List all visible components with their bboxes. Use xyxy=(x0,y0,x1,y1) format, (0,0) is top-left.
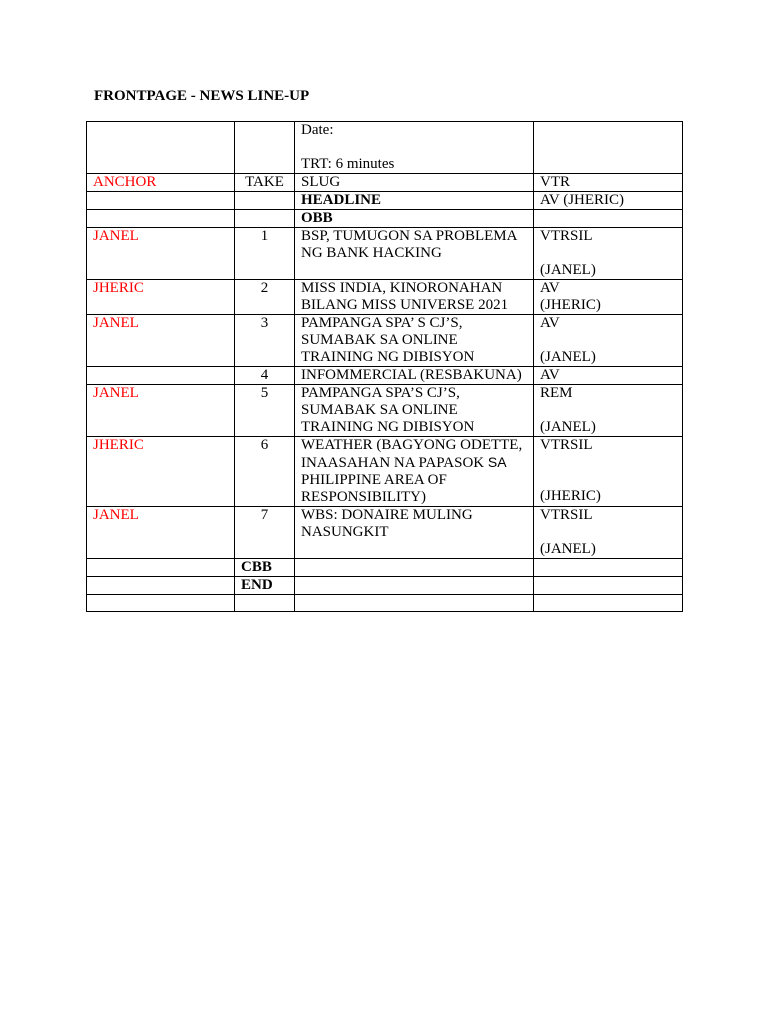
trt-label: TRT: 6 minutes xyxy=(301,156,395,172)
slug-cell xyxy=(295,595,534,612)
take-cell: 3 xyxy=(235,315,295,367)
slug-cell: PAMPANGA SPA’S CJ’S, SUMABAK SA ONLINE TRAINING NG DIBISYON xyxy=(295,385,534,437)
news-lineup-table xyxy=(86,121,683,612)
table-row xyxy=(87,437,683,507)
empty-cell xyxy=(235,122,295,174)
slug-text-part: WEATHER (BAGYONG ODETTE, INAASAHAN NA PAPASOK xyxy=(301,437,523,471)
slug-cell xyxy=(295,559,534,577)
take-cell: 6 xyxy=(235,437,295,507)
anchor-cell xyxy=(87,559,235,577)
vtr-by: (JANEL) xyxy=(540,541,596,557)
vtr-cell xyxy=(534,210,683,228)
table-row xyxy=(87,280,683,315)
vtr-type: VTRSIL xyxy=(540,437,593,453)
vtr-cell: AV xyxy=(534,367,683,385)
take-cell: CBB xyxy=(235,559,295,577)
empty-cell xyxy=(534,122,683,174)
anchor-cell: JANEL xyxy=(87,507,235,559)
column-header-anchor: ANCHOR xyxy=(87,174,235,192)
vtr-cell xyxy=(534,437,683,507)
column-header-slug: SLUG xyxy=(295,174,534,192)
empty-cell xyxy=(87,122,235,174)
take-cell: 7 xyxy=(235,507,295,559)
vtr-by: (JHERIC) xyxy=(540,488,601,504)
table-row xyxy=(87,228,683,280)
slug-cell xyxy=(295,577,534,595)
anchor-cell: JHERIC xyxy=(87,437,235,507)
anchor-cell xyxy=(87,595,235,612)
vtr-cell xyxy=(534,280,683,315)
anchor-cell xyxy=(87,210,235,228)
take-cell: 5 xyxy=(235,385,295,437)
take-cell xyxy=(235,595,295,612)
vtr-type: VTRSIL xyxy=(540,228,593,244)
table-row-end xyxy=(87,577,683,595)
anchor-cell: JANEL xyxy=(87,228,235,280)
page-title: FRONTPAGE - NEWS LINE-UP xyxy=(94,88,310,104)
anchor-cell xyxy=(87,367,235,385)
slug-text-sa: SA xyxy=(487,454,507,470)
vtr-cell xyxy=(534,507,683,559)
anchor-cell: JANEL xyxy=(87,315,235,367)
vtr-type: REM xyxy=(540,385,573,401)
table-row-header-info xyxy=(87,122,683,174)
vtr-cell xyxy=(534,595,683,612)
vtr-type: AV xyxy=(540,280,560,296)
vtr-cell xyxy=(534,315,683,367)
anchor-cell xyxy=(87,577,235,595)
table-row xyxy=(87,507,683,559)
slug-cell: MISS INDIA, KINORONAHAN BILANG MISS UNIVERSE 2021 xyxy=(295,280,534,315)
slug-cell xyxy=(295,437,534,507)
table-row xyxy=(87,367,683,385)
date-trt-cell xyxy=(295,122,534,174)
table-header-row xyxy=(87,174,683,192)
column-header-take: TAKE xyxy=(235,174,295,192)
table-row-obb xyxy=(87,210,683,228)
slug-cell: INFOMMERCIAL (RESBAKUNA) xyxy=(295,367,534,385)
slug-cell: OBB xyxy=(295,210,534,228)
take-cell: END xyxy=(235,577,295,595)
table-row xyxy=(87,315,683,367)
column-header-vtr: VTR xyxy=(534,174,683,192)
vtr-cell: AV (JHERIC) xyxy=(534,192,683,210)
vtr-cell xyxy=(534,577,683,595)
table-row-cbb xyxy=(87,559,683,577)
vtr-cell xyxy=(534,228,683,280)
table-row-empty xyxy=(87,595,683,612)
table-row xyxy=(87,385,683,437)
vtr-by: (JANEL) xyxy=(540,419,596,435)
anchor-cell xyxy=(87,192,235,210)
vtr-type: AV xyxy=(540,315,560,331)
take-cell xyxy=(235,192,295,210)
anchor-cell: JHERIC xyxy=(87,280,235,315)
slug-cell: BSP, TUMUGON SA PROBLEMA NG BANK HACKING xyxy=(295,228,534,280)
vtr-by: (JANEL) xyxy=(540,262,596,278)
slug-text-part: PHILIPPINE AREA OF RESPONSIBILITY) xyxy=(301,472,447,505)
vtr-by: (JANEL) xyxy=(540,349,596,365)
anchor-cell: JANEL xyxy=(87,385,235,437)
take-cell xyxy=(235,210,295,228)
slug-cell: HEADLINE xyxy=(295,192,534,210)
take-cell: 2 xyxy=(235,280,295,315)
table-row-headline xyxy=(87,192,683,210)
date-label: Date: xyxy=(301,122,334,138)
take-cell: 4 xyxy=(235,367,295,385)
slug-cell: WBS: DONAIRE MULING NASUNGKIT xyxy=(295,507,534,559)
take-cell: 1 xyxy=(235,228,295,280)
slug-cell: PAMPANGA SPA’ S CJ’S, SUMABAK SA ONLINE TRAINING NG DIBISYON xyxy=(295,315,534,367)
vtr-type: VTRSIL xyxy=(540,507,593,523)
vtr-cell xyxy=(534,559,683,577)
vtr-by: (JHERIC) xyxy=(540,297,601,313)
vtr-cell xyxy=(534,385,683,437)
